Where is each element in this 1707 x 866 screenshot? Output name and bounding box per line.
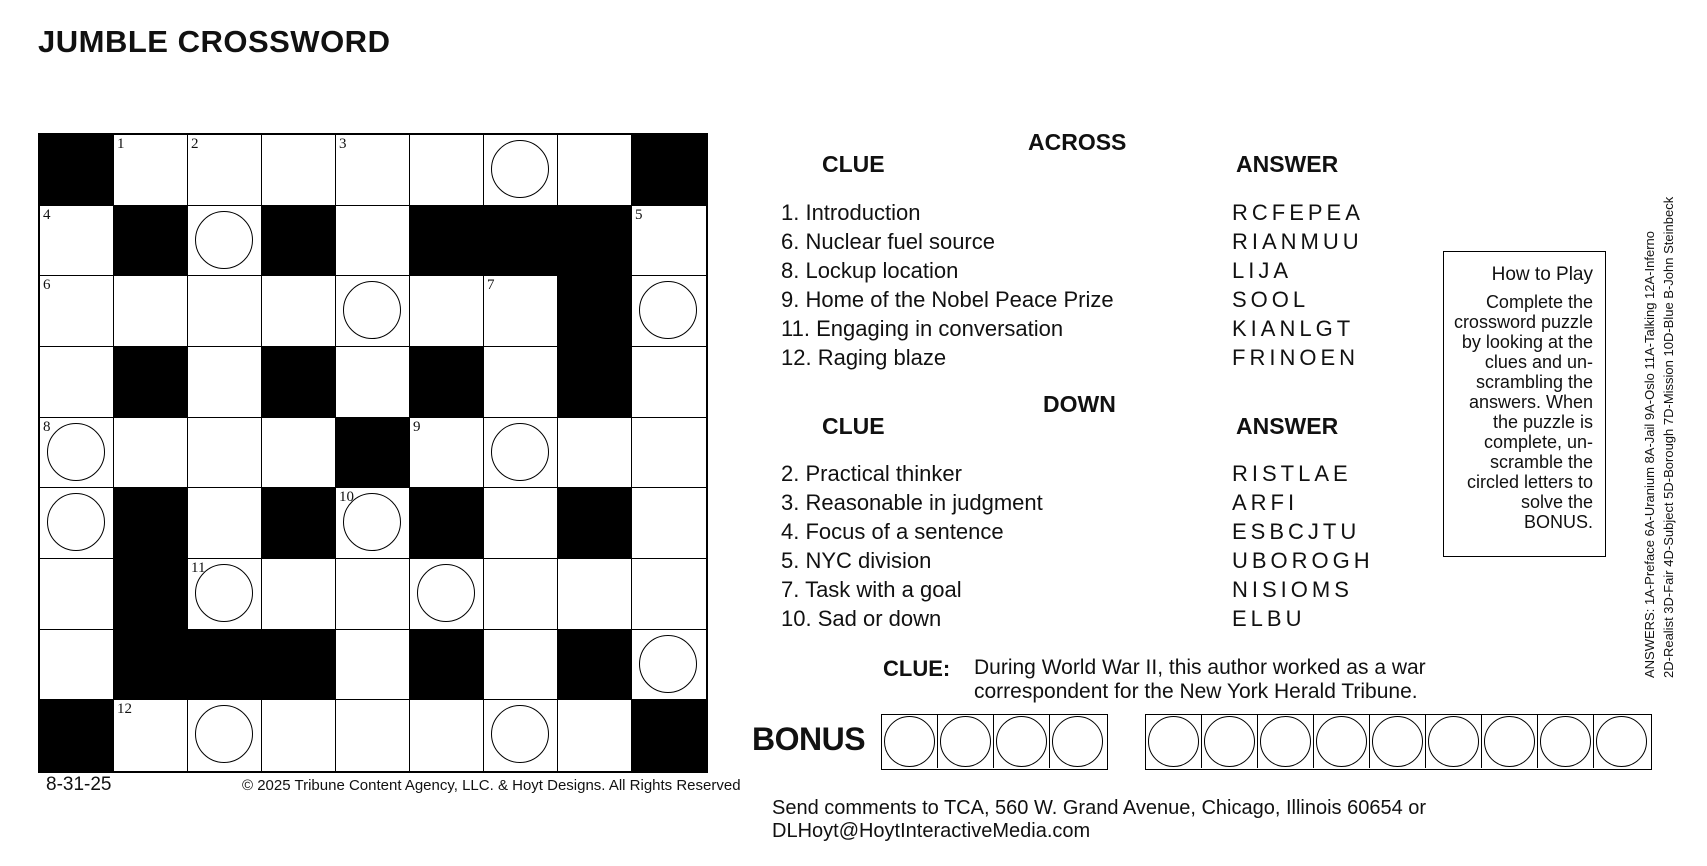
circled-letter-marker [491,705,549,763]
bonus-letter-slot[interactable] [1538,715,1594,768]
grid-cell[interactable] [632,559,706,630]
grid-cell[interactable] [114,700,188,771]
grid-cell[interactable] [188,488,262,559]
clue-number: 5 [635,206,643,223]
circled-letter-marker [491,140,549,198]
grid-cell[interactable] [484,347,558,418]
bonus-circle [1540,716,1591,767]
clue-number: 8 [43,418,51,435]
clue-number: 2 [191,136,199,152]
across-scrambled-answer: SOOL [1232,287,1310,312]
bonus-clue-label: CLUE: [883,656,951,681]
bonus-letter-slot[interactable] [994,715,1050,768]
grid-cell[interactable] [188,135,262,206]
grid-cell[interactable] [632,488,706,559]
across-clue: 1. Introduction [781,200,921,225]
across-clue: 11. Engaging in conversation [781,316,1064,341]
bonus-clue-text: During World War II, this author worked as a war correspondent for the New York Herald Tribune. [974,656,1426,703]
across-clue: 9. Home of the Nobel Peace Prize [781,287,1114,312]
circled-letter-marker [47,493,105,551]
clue-number: 3 [339,136,347,152]
how-to-play-box [1443,251,1606,557]
bonus-letter-slot[interactable] [1370,715,1426,768]
bonus-letter-slot[interactable] [1482,715,1538,768]
bonus-letter-slot[interactable] [882,715,938,768]
grid-cell-black [40,135,114,206]
clue-number: 4 [43,206,51,223]
across-answer-heading: ANSWER [1236,151,1339,177]
grid-cell-black [632,135,706,206]
down-scrambled-answer: RISTLAE [1232,461,1352,486]
grid-cell[interactable] [40,630,114,701]
bonus-circle [884,716,935,767]
down-clue-list [781,459,1043,633]
grid-cell-black [558,206,632,277]
clue-number: 11 [191,559,206,576]
bonus-letter-slot[interactable] [1050,715,1106,768]
circled-letter-marker [343,281,401,339]
copyright-notice: © 2025 Tribune Content Agency, LLC. & Hoyt Designs. All Rights Reserved [242,777,741,794]
circled-letter-marker [195,211,253,269]
puzzle-title: JUMBLE CROSSWORD [38,24,391,59]
grid-cell[interactable] [188,418,262,489]
grid-cell-black [484,206,558,277]
clue-number: 7 [487,277,495,294]
grid-cell[interactable] [632,276,706,347]
bonus-circle [1052,716,1103,767]
answer-key-line-1: ANSWERS: 1A-Preface 6A-Uranium 8A-Jail 9A-Oslo 11A-Talking 12A-Inferno [1642,231,1657,678]
grid-cell[interactable] [410,135,484,206]
grid-cell-black [632,700,706,771]
bonus-letter-slot[interactable] [1202,715,1258,768]
clue-number: 10 [339,489,354,506]
bonus-circle [1484,716,1535,767]
grid-cell-black [410,630,484,701]
bonus-letter-slot[interactable] [1426,715,1482,768]
grid-cell-black [336,418,410,489]
bonus-circle [1148,716,1199,767]
grid-cell[interactable] [410,418,484,489]
grid-cell[interactable] [484,630,558,701]
grid-cell[interactable] [558,135,632,206]
bonus-word-1-boxes[interactable] [881,714,1108,770]
grid-cell[interactable] [188,206,262,277]
clue-number: 12 [117,701,132,718]
down-answer-list [1232,459,1374,633]
across-heading: ACROSS [1028,129,1127,155]
across-scrambled-answer: KIANLGT [1232,316,1355,341]
across-clue-list [781,198,1114,372]
across-clue: 6. Nuclear fuel source [781,229,995,254]
grid-cell[interactable] [40,559,114,630]
grid-cell[interactable] [40,206,114,277]
bonus-circle [1372,716,1423,767]
grid-cell[interactable] [484,488,558,559]
down-clue-heading: CLUE [822,413,885,439]
grid-cell[interactable] [188,559,262,630]
bonus-circle [940,716,991,767]
grid-cell[interactable] [632,347,706,418]
circled-letter-marker [639,635,697,693]
grid-cell-black [410,488,484,559]
down-scrambled-answer: ESBCJTU [1232,519,1361,544]
grid-cell[interactable] [558,700,632,771]
grid-cell[interactable] [410,700,484,771]
grid-cell[interactable] [114,418,188,489]
down-scrambled-answer: NISIOMS [1232,577,1353,602]
across-scrambled-answer: RIANMUU [1232,229,1363,254]
grid-cell-black [262,488,336,559]
down-clue: 3. Reasonable in judgment [781,490,1043,515]
circled-letter-marker [639,281,697,339]
bonus-letter-slot[interactable] [938,715,994,768]
grid-cell[interactable] [262,559,336,630]
grid-cell-black [558,347,632,418]
grid-cell[interactable] [632,418,706,489]
down-clue: 7. Task with a goal [781,577,962,602]
answer-key-line-2: 2D-Realist 3D-Fair 4D-Subject 5D-Borough 7D-Mission 10D-Blue B-John Steinbeck [1661,196,1676,678]
grid-cell[interactable] [484,135,558,206]
footer-contact: Send comments to TCA, 560 W. Grand Avenue, Chicago, Illinois 60654 or DLHoyt@HoytInteractiveMedia.com [772,797,1427,842]
across-scrambled-answer: FRINOEN [1232,345,1359,370]
down-answer-heading: ANSWER [1236,413,1339,439]
grid-cell[interactable] [262,418,336,489]
grid-cell[interactable] [336,559,410,630]
grid-cell-black [262,206,336,277]
grid-cell[interactable] [484,700,558,771]
clue-number: 6 [43,277,51,294]
bonus-letter-slot[interactable] [1594,715,1650,768]
how-to-play-heading: How to Play [1491,264,1593,285]
grid-cell-black [410,206,484,277]
grid-cell-black [262,630,336,701]
grid-cell[interactable] [188,347,262,418]
across-scrambled-answer: RCFEPEA [1232,200,1364,225]
grid-cell-black [558,488,632,559]
grid-cell[interactable] [632,630,706,701]
grid-cell-black [114,559,188,630]
circled-letter-marker [47,423,105,481]
down-heading: DOWN [1043,391,1116,417]
crossword-grid [38,133,708,773]
across-clue: 12. Raging blaze [781,345,947,370]
bonus-word-2-boxes[interactable] [1145,714,1652,770]
grid-cell-black [262,347,336,418]
circled-letter-marker [417,564,475,622]
grid-cell[interactable] [558,559,632,630]
circled-letter-marker [491,423,549,481]
grid-cell[interactable] [40,488,114,559]
grid-cell[interactable] [336,488,410,559]
down-scrambled-answer: ARFI [1232,490,1299,515]
down-clue: 10. Sad or down [781,606,942,631]
how-to-play-text: Complete the crossword puzzle by looking at the clues and un-scrambling the answers. When the puzzle is complete, un-scramble the circled letters to solve the BONUS. [1453,292,1593,532]
grid-cell[interactable] [410,276,484,347]
bonus-circle [1260,716,1311,767]
grid-cell-black [40,700,114,771]
across-clue-heading: CLUE [822,151,885,177]
grid-cell[interactable] [188,700,262,771]
grid-cell-black [114,206,188,277]
grid-cell[interactable] [40,418,114,489]
across-clue: 8. Lockup location [781,258,959,283]
grid-cell[interactable] [188,276,262,347]
bonus-letter-slot[interactable] [1314,715,1370,768]
down-clue: 2. Practical thinker [781,461,962,486]
down-scrambled-answer: ELBU [1232,606,1306,631]
grid-cell[interactable] [484,276,558,347]
grid-cell[interactable] [336,347,410,418]
circled-letter-marker [195,705,253,763]
across-scrambled-answer: LIJA [1232,258,1293,283]
bonus-circle [1316,716,1367,767]
grid-cell[interactable] [262,276,336,347]
bonus-circle [996,716,1047,767]
grid-cell[interactable] [336,630,410,701]
grid-cell-black [558,276,632,347]
grid-cell[interactable] [336,276,410,347]
grid-cell[interactable] [336,700,410,771]
grid-cell[interactable] [632,206,706,277]
down-clue: 4. Focus of a sentence [781,519,1004,544]
grid-cell-black [558,630,632,701]
down-clue: 5. NYC division [781,548,932,573]
clue-number: 1 [117,136,125,152]
bonus-letter-slot[interactable] [1258,715,1314,768]
grid-cell[interactable] [262,135,336,206]
across-answer-list [1232,198,1364,372]
grid-cell[interactable] [114,135,188,206]
grid-cell[interactable] [262,700,336,771]
grid-cell[interactable] [410,559,484,630]
grid-cell[interactable] [484,559,558,630]
grid-cell-black [410,347,484,418]
grid-cell[interactable] [336,135,410,206]
grid-cell[interactable] [336,206,410,277]
grid-cell[interactable] [40,347,114,418]
bonus-label: BONUS [752,721,866,757]
grid-cell[interactable] [114,276,188,347]
grid-cell-black [114,488,188,559]
puzzle-date: 8-31-25 [46,774,112,795]
bonus-circle [1596,716,1647,767]
bonus-circle [1428,716,1479,767]
clue-number: 9 [413,418,421,435]
answer-key [1640,118,1678,678]
down-scrambled-answer: UBOROGH [1232,548,1374,573]
grid-cell[interactable] [484,418,558,489]
grid-cell[interactable] [558,418,632,489]
grid-cell[interactable] [40,276,114,347]
grid-cell-black [114,347,188,418]
grid-cell-black [188,630,262,701]
bonus-letter-slot[interactable] [1146,715,1202,768]
bonus-circle [1204,716,1255,767]
grid-cell-black [114,630,188,701]
